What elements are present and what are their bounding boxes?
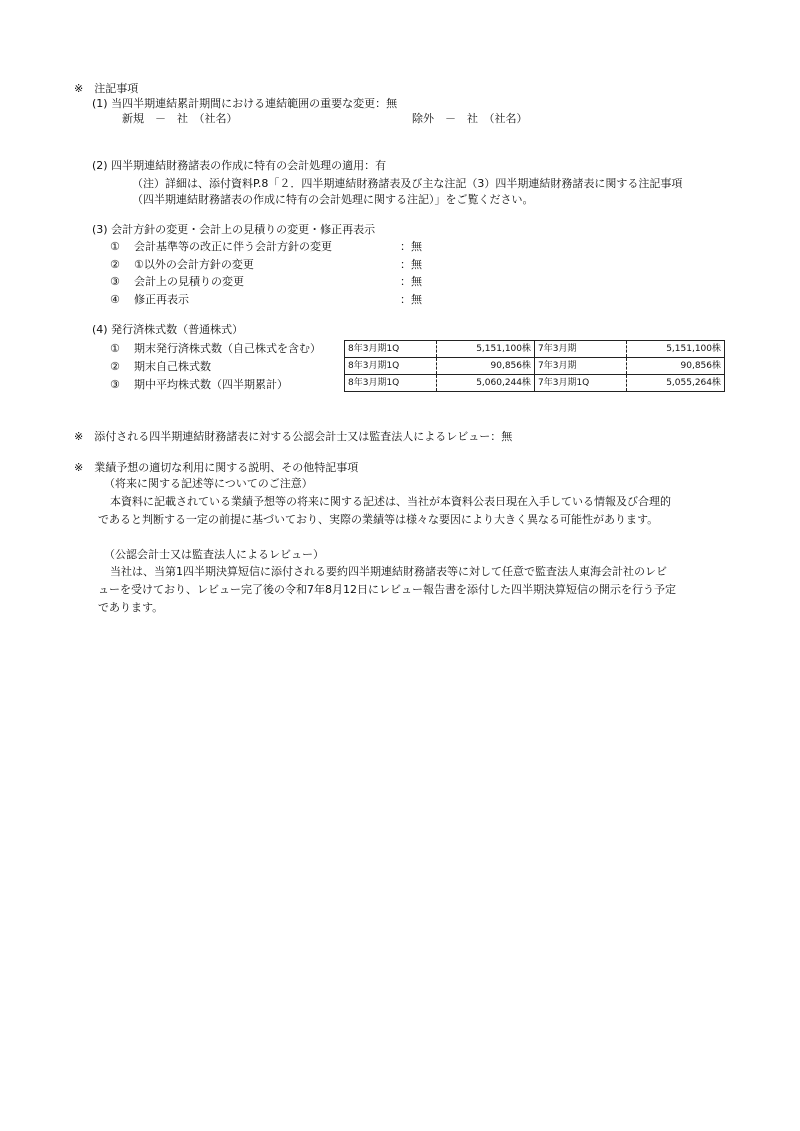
current-period-cell: 8年3月期1Q — [345, 341, 437, 358]
notes-header: ※ 注記事項 — [74, 82, 139, 95]
auditor-review-subheading: （公認会計士又は監査法人によるレビュー） — [104, 548, 324, 561]
audit-review-note: ※ 添付される四半期連結財務諸表に対する公認会計士又は監査法人によるレビュー：無 — [74, 430, 513, 443]
auditor-review-paragraph-line2: ューを受けており、レビュー完了後の令和7年8月12日にレビュー報告書を添付した四半期決算短信の開示を行う予定 — [98, 583, 676, 596]
shares-row-label: 期末自己株式数 — [134, 360, 211, 373]
special-accounting-title: (2) 四半期連結財務諸表の作成に特有の会計処理の適用：有 — [92, 159, 387, 172]
policy-row-label: 会計基準等の改正に伴う会計方針の変更 — [134, 240, 332, 253]
shares-outstanding-title: (4) 発行済株式数（普通株式） — [92, 323, 244, 336]
forward-looking-paragraph-line2: であると判断する一定の前提に基づいており、実際の業績等は様々な要因により大きく異なる可能性があります。 — [98, 513, 659, 526]
shares-row-label: 期中平均株式数（四半期累計） — [134, 378, 288, 391]
prior-period-cell: 7年3月期 — [535, 358, 627, 375]
forecast-header: ※ 業績予想の適切な利用に関する説明、その他特記事項 — [74, 461, 359, 474]
prior-value-cell: 5,151,100株 — [627, 341, 725, 358]
table-row — [345, 375, 725, 392]
policy-row-label: ①以外の会計方針の変更 — [134, 258, 254, 271]
current-value-cell: 5,060,244株 — [437, 375, 535, 392]
prior-value-cell: 5,055,264株 — [627, 375, 725, 392]
policy-row-label: 会計上の見積りの変更 — [134, 275, 244, 288]
prior-period-cell: 7年3月期 — [535, 341, 627, 358]
prior-period-cell: 7年3月期1Q — [535, 375, 627, 392]
current-period-cell: 8年3月期1Q — [345, 375, 437, 392]
table-row — [345, 341, 725, 358]
table-row — [345, 358, 725, 375]
auditor-review-paragraph-line1: 当社は、当第1四半期決算短信に添付される要約四半期連結財務諸表等に対して任意で監査法人東海会計社のレビ — [110, 565, 667, 578]
policy-row-value: ：無 — [400, 275, 422, 288]
current-value-cell: 90,856株 — [437, 358, 535, 375]
current-value-cell: 5,151,100株 — [437, 341, 535, 358]
forward-looking-subheading: （将来に関する記述等についてのご注意） — [104, 477, 313, 490]
auditor-review-paragraph-line3: であります。 — [98, 601, 164, 614]
policy-row-number: ② — [110, 258, 120, 271]
special-accounting-detail-line1: （注）詳細は、添付資料P.8「２．四半期連結財務諸表及び主な注記（3）四半期連結財務諸表に関する注記事項 — [132, 177, 683, 190]
shares-row-label: 期末発行済株式数（自己株式を含む） — [134, 342, 321, 355]
policy-row-value: ：無 — [400, 240, 422, 253]
policy-row-number: ③ — [110, 275, 120, 288]
current-period-cell: 8年3月期1Q — [345, 358, 437, 375]
policy-row-value: ：無 — [400, 293, 422, 306]
forward-looking-paragraph-line1: 本資料に記載されている業績予想等の将来に関する記述は、当社が本資料公表日現在入手している情報及び合理的 — [110, 495, 671, 508]
policy-row-label: 修正再表示 — [134, 293, 189, 306]
special-accounting-detail-line2: （四半期連結財務諸表の作成に特有の会計処理に関する注記）」をご覧ください。 — [132, 193, 534, 206]
policy-row-value: ：無 — [400, 258, 422, 271]
shares-row-number: ① — [110, 342, 120, 355]
new-subsidiaries-label: 新規 － 社 （社名） — [122, 112, 238, 125]
prior-value-cell: 90,856株 — [627, 358, 725, 375]
policy-row-number: ④ — [110, 293, 120, 306]
shares-table — [344, 340, 725, 392]
removed-subsidiaries-label: 除外 － 社 （社名） — [412, 112, 528, 125]
scope-change-title: (1) 当四半期連結累計期間における連結範囲の重要な変更：無 — [92, 97, 398, 110]
shares-row-number: ② — [110, 360, 120, 373]
shares-row-number: ③ — [110, 378, 120, 391]
policy-change-title: (3) 会計方針の変更・会計上の見積りの変更・修正再表示 — [92, 223, 376, 236]
policy-row-number: ① — [110, 240, 120, 253]
